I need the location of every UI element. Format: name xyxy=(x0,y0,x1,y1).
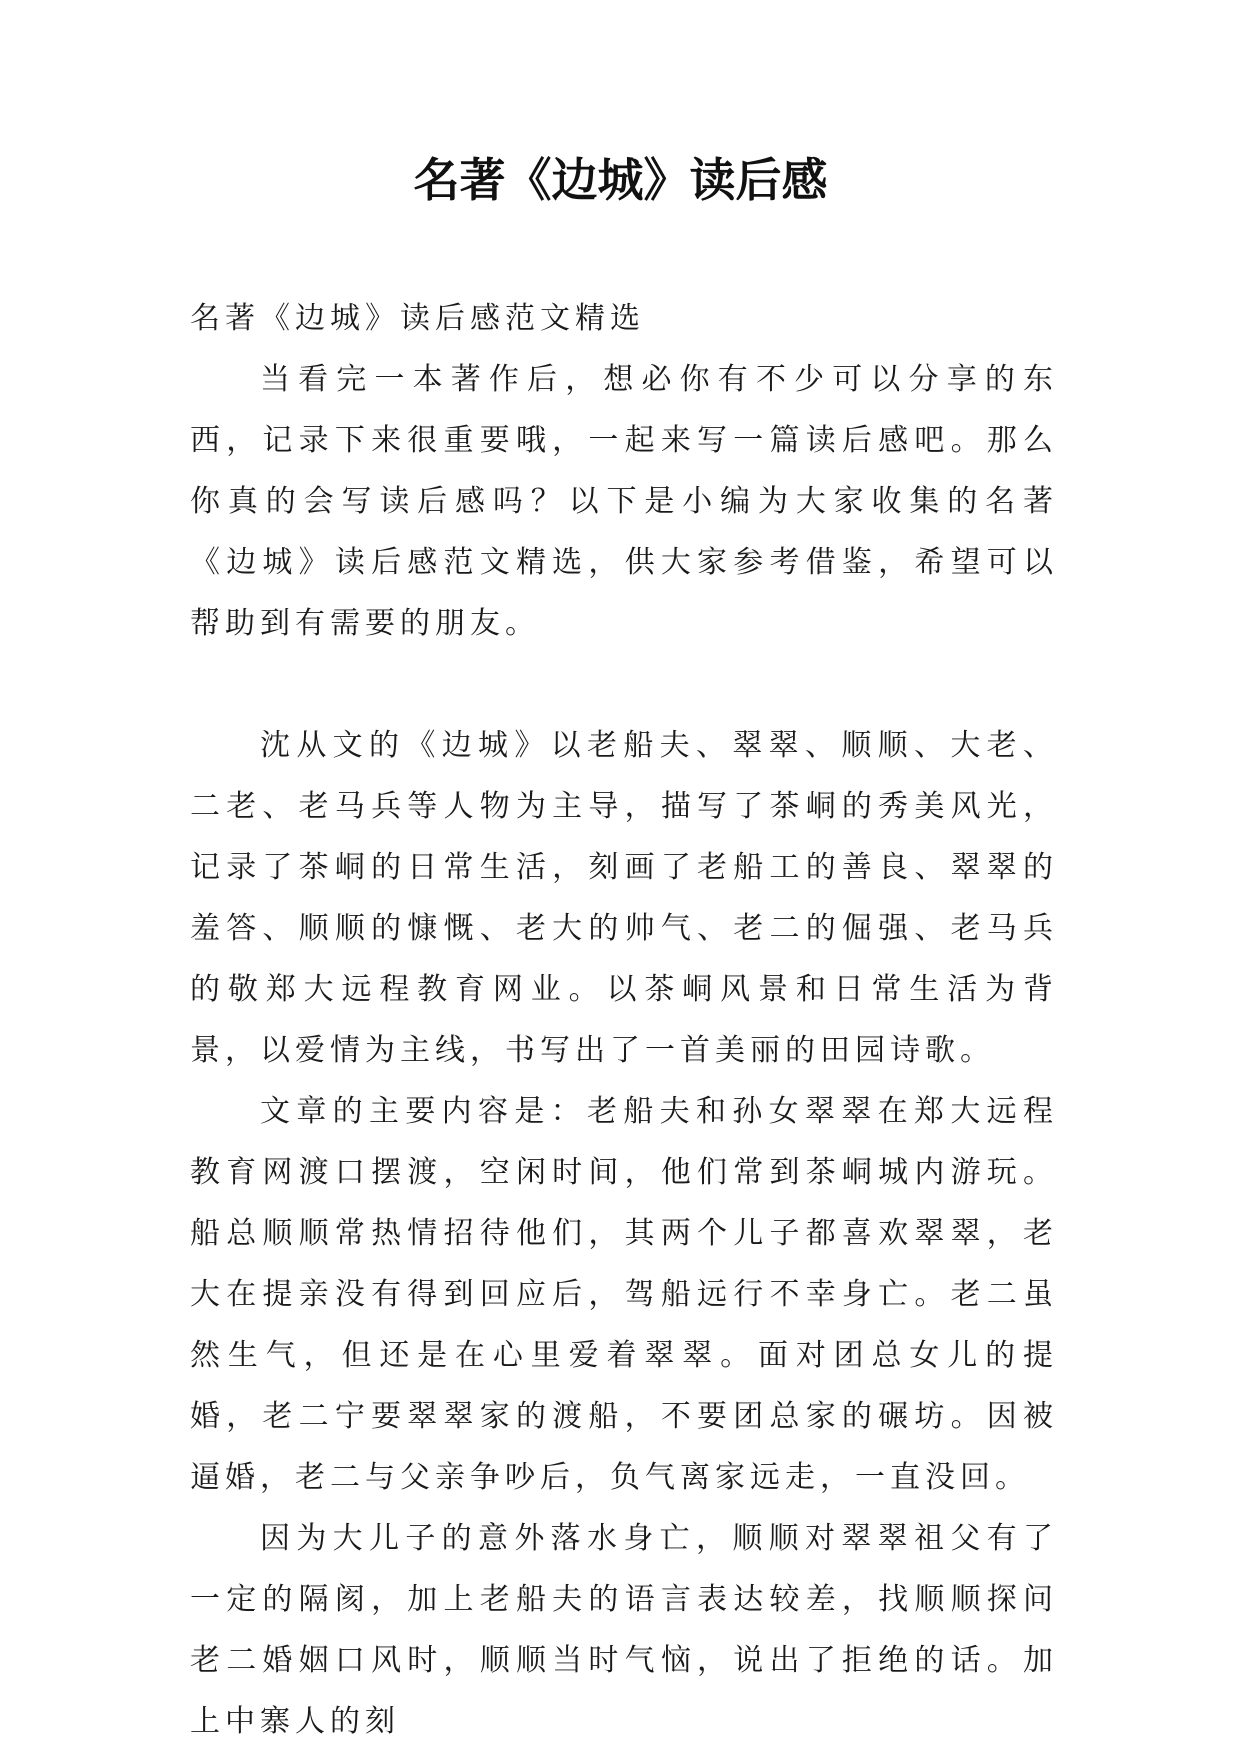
document-subtitle: 名著《边城》读后感范文精选 xyxy=(190,301,645,336)
paragraph-summary: 沈从文的《边城》以老船夫、翠翠、顺顺、大老、二老、老马兵等人物为主导，描写了茶峒的秀美风光，记录了茶峒的日常生活，刻画了老船工的善良、翠翠的羞答、顺顺的慷慨、老大的帅气、老二的倔强、老马兵的敬郑大远程教育网业。以茶峒风景和日常生活为背景，以爱情为主线，书写出了一首美丽的田园诗歌。 xyxy=(190,728,1058,1068)
paragraph-spacer xyxy=(190,654,1058,715)
paragraph-analysis: 因为大儿子的意外落水身亡，顺顺对翠翠祖父有了一定的隔阂，加上老船夫的语言表达较差，找顺顺探问老二婚姻口风时，顺顺当时气恼，说出了拒绝的话。加上中寨人的刻 xyxy=(190,1521,1058,1739)
paragraph-intro: 当看完一本著作后，想必你有不少可以分享的东西，记录下来很重要哦，一起来写一篇读后感吧。那么你真的会写读后感吗？以下是小编为大家收集的名著《边城》读后感范文精选，供大家参考借鉴，希望可以帮助到有需要的朋友。 xyxy=(190,362,1058,641)
paragraph-content: 文章的主要内容是：老船夫和孙女翠翠在郑大远程教育网渡口摆渡，空闲时间，他们常到茶峒城内游玩。船总顺顺常热情招待他们，其两个儿子都喜欢翠翠，老大在提亲没有得到回应后，驾船远行不幸身亡。老二虽然生气，但还是在心里爱着翠翠。面对团总女儿的提婚，老二宁要翠翠家的渡船，不要团总家的碾坊。因被逼婚，老二与父亲争吵后，负气离家远走，一直没回。 xyxy=(190,1094,1058,1495)
document-title: 名著《边城》读后感 xyxy=(413,153,828,207)
document-body xyxy=(190,288,1058,1752)
